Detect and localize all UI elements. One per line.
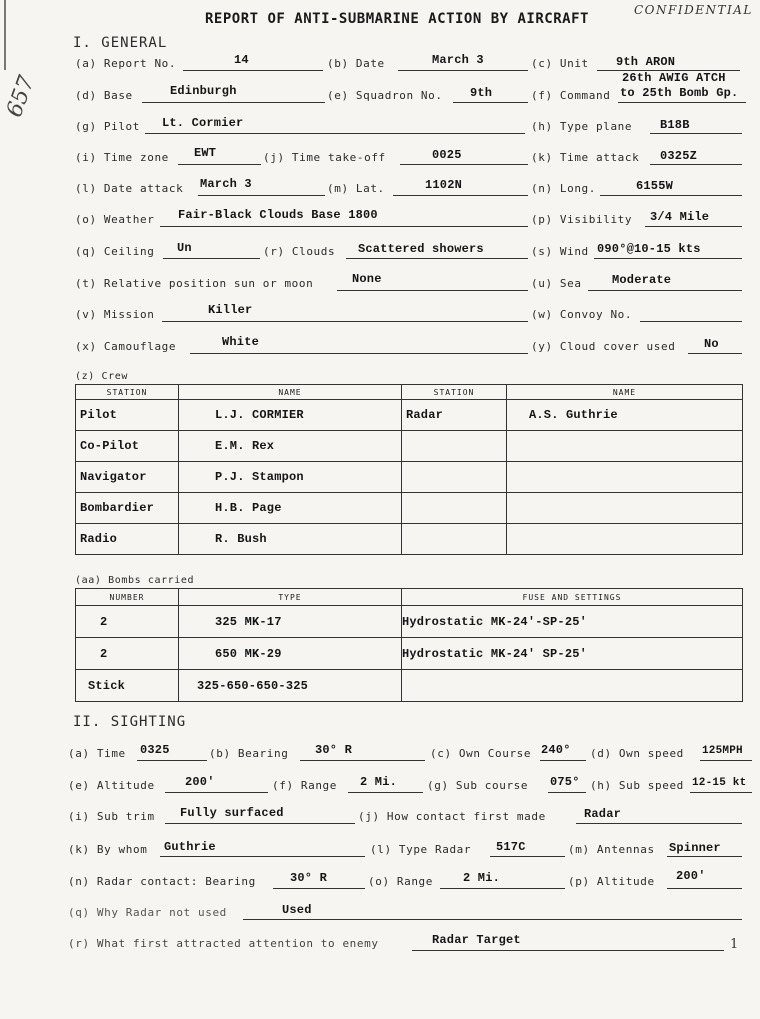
label-squadron-no: (e) Squadron No. <box>327 89 443 102</box>
label-unit: (c) Unit <box>531 57 589 70</box>
value-radar-altitude: 200' <box>676 869 706 883</box>
value-base: Edinburgh <box>170 84 237 98</box>
section-general-heading: I. GENERAL <box>73 35 168 51</box>
label-clouds: (r) Clouds <box>263 245 336 258</box>
label-convoy-no: (w) Convoy No. <box>531 308 633 321</box>
value-sub-trim: Fully surfaced <box>180 806 284 820</box>
label-own-course: (c) Own Course <box>430 747 532 760</box>
crew-header-name-1: NAME <box>179 385 402 400</box>
crew-name <box>507 493 743 524</box>
value-time-zone: EWT <box>194 146 217 160</box>
value-bearing: 30° R <box>315 743 353 757</box>
label-how-contact-first-made: (j) How contact first made <box>358 810 546 823</box>
label-lat: (m) Lat. <box>327 182 385 195</box>
bomb-number: 2 <box>76 638 179 670</box>
table-row <box>76 670 743 702</box>
label-date: (b) Date <box>327 57 385 70</box>
label-base: (d) Base <box>75 89 133 102</box>
value-ceiling: Un <box>177 241 192 255</box>
crew-header-station-1: STATION <box>76 385 179 400</box>
value-own-speed: 125MPH <box>702 745 743 757</box>
value-sea: Moderate <box>612 273 672 287</box>
label-why-radar-not-used: (q) Why Radar not used <box>68 906 227 919</box>
crew-station <box>402 524 507 555</box>
crew-header-station-2: STATION <box>402 385 507 400</box>
label-sub-trim: (i) Sub trim <box>68 810 155 823</box>
bombs-header-fuse: FUSE AND SETTINGS <box>402 589 743 606</box>
label-command: (f) Command <box>531 89 611 102</box>
page-number: 1 <box>730 937 739 952</box>
value-weather: Fair-Black Clouds Base 1800 <box>178 208 378 222</box>
value-how-contact-first-made: Radar <box>584 807 622 821</box>
confidential-stamp: CONFIDENTIAL <box>634 3 753 17</box>
value-sub-course: 075° <box>550 775 580 789</box>
value-type-plane: B18B <box>660 118 690 132</box>
table-row <box>76 400 743 431</box>
table-row <box>76 638 743 670</box>
label-first-attracted-attention: (r) What first attracted attention to enemy <box>68 937 379 950</box>
label-bearing: (b) Bearing <box>209 747 289 760</box>
value-wind: 090°@10-15 kts <box>597 242 701 256</box>
value-time-take-off: 0025 <box>432 148 462 162</box>
label-antennas: (m) Antennas <box>568 843 655 856</box>
crew-name <box>507 431 743 462</box>
value-squadron-no: 9th <box>470 86 493 100</box>
value-radar-range: 2 Mi. <box>463 871 501 885</box>
value-long: 6155W <box>636 179 674 193</box>
label-report-no: (a) Report No. <box>75 57 177 70</box>
label-altitude: (e) Altitude <box>68 779 155 792</box>
crew-station: Pilot <box>76 400 179 431</box>
value-unit: 9th ARON <box>616 55 676 69</box>
crew-name: A.S. Guthrie <box>507 400 743 431</box>
value-cloud-cover-used: No <box>704 337 719 351</box>
value-why-radar-not-used: Used <box>282 903 312 917</box>
left-margin-rule <box>4 0 6 70</box>
label-radar-altitude: (p) Altitude <box>568 875 655 888</box>
crew-station: Navigator <box>76 462 179 493</box>
crew-name <box>507 524 743 555</box>
value-own-course: 240° <box>541 743 571 757</box>
value-camouflage: White <box>222 335 260 349</box>
bomb-fuse: Hydrostatic MK-24'-SP-25' <box>402 606 743 638</box>
value-command-line1: 26th AWIG ATCH <box>622 71 726 85</box>
table-row <box>76 493 743 524</box>
handwritten-margin-number: 657 <box>2 72 40 121</box>
value-antennas: Spinner <box>669 841 721 855</box>
value-report-no: 14 <box>234 53 249 67</box>
crew-station: Co-Pilot <box>76 431 179 462</box>
label-weather: (o) Weather <box>75 213 155 226</box>
label-bombs-carried: (aa) Bombs carried <box>75 575 195 586</box>
bomb-number: Stick <box>76 670 179 702</box>
bombs-header-number: NUMBER <box>76 589 179 606</box>
bombs-table <box>75 588 743 702</box>
label-wind: (s) Wind <box>531 245 589 258</box>
label-range: (f) Range <box>272 779 338 792</box>
section-sighting-heading: II. SIGHTING <box>73 714 187 730</box>
value-radar-contact-bearing: 30° R <box>290 871 328 885</box>
value-command: to 25th Bomb Gp. <box>620 86 739 100</box>
table-row <box>76 524 743 555</box>
table-row <box>76 431 743 462</box>
value-relative-position: None <box>352 272 382 286</box>
label-sub-speed: (h) Sub speed <box>590 779 684 792</box>
crew-station: Radio <box>76 524 179 555</box>
label-pilot: (g) Pilot <box>75 120 141 133</box>
value-visibility: 3/4 Mile <box>650 210 710 224</box>
label-type-plane: (h) Type plane <box>531 120 633 133</box>
label-sighting-time: (a) Time <box>68 747 126 760</box>
value-date: March 3 <box>432 53 484 67</box>
value-first-attracted-attention: Radar Target <box>432 933 521 947</box>
value-sighting-time: 0325 <box>140 743 170 757</box>
crew-table <box>75 384 743 555</box>
value-type-radar: 517C <box>496 840 526 854</box>
crew-name: H.B. Page <box>179 493 402 524</box>
label-by-whom: (k) By whom <box>68 843 148 856</box>
label-cloud-cover-used: (y) Cloud cover used <box>531 340 676 353</box>
label-time-attack: (k) Time attack <box>531 151 640 164</box>
table-row <box>76 462 743 493</box>
crew-station <box>402 493 507 524</box>
report-title: REPORT OF ANTI-SUBMARINE ACTION BY AIRCRAFT <box>205 11 589 27</box>
crew-station <box>402 431 507 462</box>
value-mission: Killer <box>208 303 253 317</box>
label-camouflage: (x) Camouflage <box>75 340 177 353</box>
crew-name <box>507 462 743 493</box>
bomb-type: 650 MK-29 <box>179 638 402 670</box>
value-date-attack: March 3 <box>200 177 252 191</box>
crew-header-name-2: NAME <box>507 385 743 400</box>
crew-name: E.M. Rex <box>179 431 402 462</box>
value-lat: 1102N <box>425 178 463 192</box>
bomb-fuse <box>402 670 743 702</box>
value-altitude: 200' <box>185 775 215 789</box>
label-sub-course: (g) Sub course <box>427 779 529 792</box>
bomb-type: 325 MK-17 <box>179 606 402 638</box>
label-ceiling: (q) Ceiling <box>75 245 155 258</box>
label-mission: (v) Mission <box>75 308 155 321</box>
crew-name: L.J. CORMIER <box>179 400 402 431</box>
label-date-attack: (l) Date attack <box>75 182 184 195</box>
bomb-type: 325-650-650-325 <box>179 670 402 702</box>
label-radar-contact-bearing: (n) Radar contact: Bearing <box>68 875 256 888</box>
crew-name: R. Bush <box>179 524 402 555</box>
label-time-zone: (i) Time zone <box>75 151 169 164</box>
table-row <box>76 606 743 638</box>
value-time-attack: 0325Z <box>660 149 698 163</box>
value-clouds: Scattered showers <box>358 242 484 256</box>
crew-station <box>402 462 507 493</box>
label-long: (n) Long. <box>531 182 597 195</box>
bomb-number: 2 <box>76 606 179 638</box>
value-sub-speed: 12-15 kt <box>692 777 747 789</box>
label-crew: (z) Crew <box>75 371 128 382</box>
bombs-header-type: TYPE <box>179 589 402 606</box>
crew-station: Radar <box>402 400 507 431</box>
crew-name: P.J. Stampon <box>179 462 402 493</box>
label-own-speed: (d) Own speed <box>590 747 684 760</box>
value-pilot: Lt. Cormier <box>162 116 244 130</box>
value-range: 2 Mi. <box>360 775 398 789</box>
label-relative-position: (t) Relative position sun or moon <box>75 277 314 290</box>
label-time-take-off: (j) Time take-off <box>263 151 386 164</box>
label-sea: (u) Sea <box>531 277 582 290</box>
label-radar-range: (o) Range <box>368 875 434 888</box>
label-type-radar: (l) Type Radar <box>370 843 472 856</box>
label-visibility: (p) Visibility <box>531 213 633 226</box>
bomb-fuse: Hydrostatic MK-24' SP-25' <box>402 638 743 670</box>
crew-station: Bombardier <box>76 493 179 524</box>
value-by-whom: Guthrie <box>164 840 216 854</box>
